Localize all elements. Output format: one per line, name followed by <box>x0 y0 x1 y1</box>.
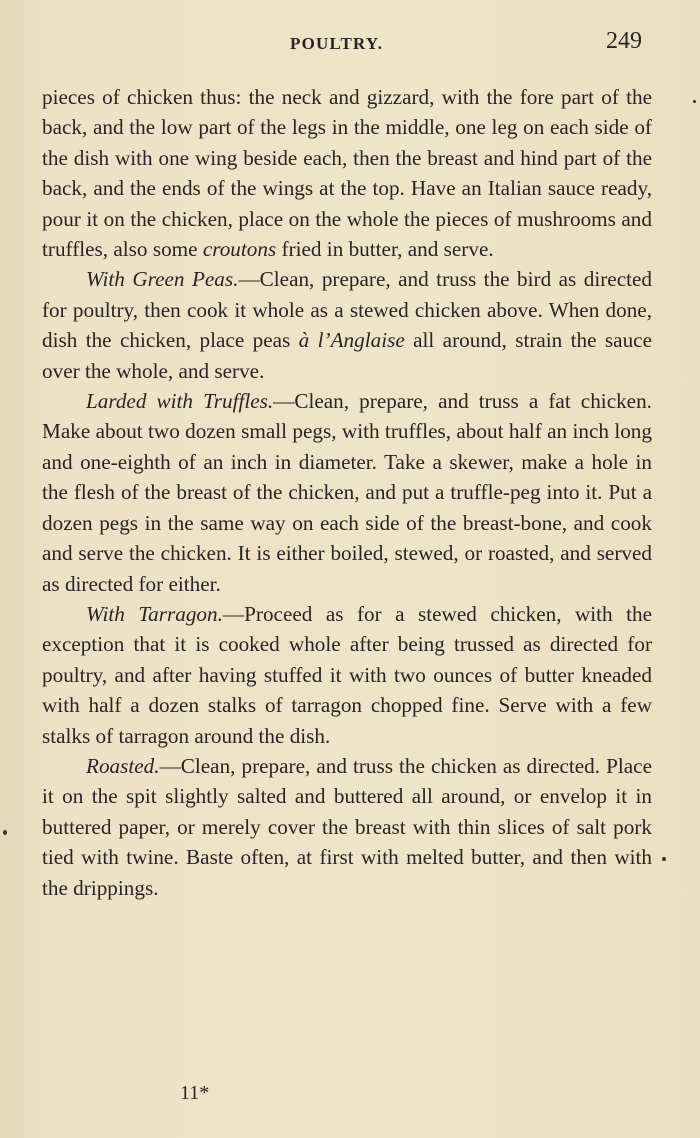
section-heading-green-peas: With Green Peas. <box>86 267 239 292</box>
ink-speck <box>3 830 7 835</box>
paragraph-roasted <box>42 751 652 903</box>
ink-speck <box>662 857 666 861</box>
paragraph-continued <box>42 82 652 264</box>
emphasis-croutons: croutons <box>202 237 277 262</box>
running-head: POULTRY. <box>290 34 384 53</box>
paragraph-with-green-peas <box>42 264 652 386</box>
paragraph-text: —Proceed as for a stewed chicken, with the exception that it is cooked whole after being trussed as directed for poultry, and after having stuffed it with two ounces of butter kneaded with half a dozen stalks of tarragon chopped fine. Serve with a few stalks of tarragon around the dish. <box>42 601 652 748</box>
ink-speck <box>693 100 696 103</box>
page-header <box>0 28 700 58</box>
paragraph-text: —Clean, prepare, and truss the bird as directed for poultry, then cook it whole as a stewed chicken above. When done, dish the chicken, place peas <box>42 267 652 353</box>
paragraph-text: —Clean, prepare, and truss a fat chicken. Make about two dozen small pegs, with truffles, about half an inch long and one-eighth of an inch in diameter. Take a skewer, make a hole in the flesh of the breast of the chicken, and put a truffle-peg into it. Put a dozen pegs in the same way on each side of the breast-bone, and cook and serve the chicken. It is either boiled, stewed, or roasted, and served as directed for either. <box>42 389 652 596</box>
paragraph-with-tarragon <box>42 599 652 751</box>
section-heading-roasted: Roasted. <box>86 753 160 778</box>
paragraph-larded-with-truffles <box>42 386 652 599</box>
paragraph-text-after: fried in butter, and serve. <box>276 237 494 262</box>
paragraph-text-after: all around, strain the sauce over the whole, and serve. <box>42 328 652 383</box>
paragraph-text: pieces of chicken thus: the neck and gizzard, with the fore part of the back, and the low part of the legs in the middle, one leg on each side of the dish with one wing beside each, then the breast and hind part of the back, and the ends of the wings at the top. Have an Italian sauce ready, pour it on the chicken, place on the whole the pieces of mushrooms and truffles, also some <box>42 85 652 262</box>
page-body <box>42 82 652 903</box>
section-heading-larded-with-truffles: Larded with Truffles. <box>86 389 274 414</box>
page-number: 249 <box>606 28 642 54</box>
paragraph-text: —Clean, prepare, and truss the chicken as directed. Place it on the spit slightly salted and buttered all around, or envelop it in buttered paper, or merely cover the breast with thin slices of salt pork tied with twine. Baste often, at first with melted butter, and then with the drippings. <box>42 753 652 900</box>
signature-mark: 11* <box>180 1082 210 1104</box>
section-heading-with-tarragon: With Tarragon. <box>86 601 223 626</box>
emphasis-a-l-anglaise: à l’Anglaise <box>298 328 405 353</box>
